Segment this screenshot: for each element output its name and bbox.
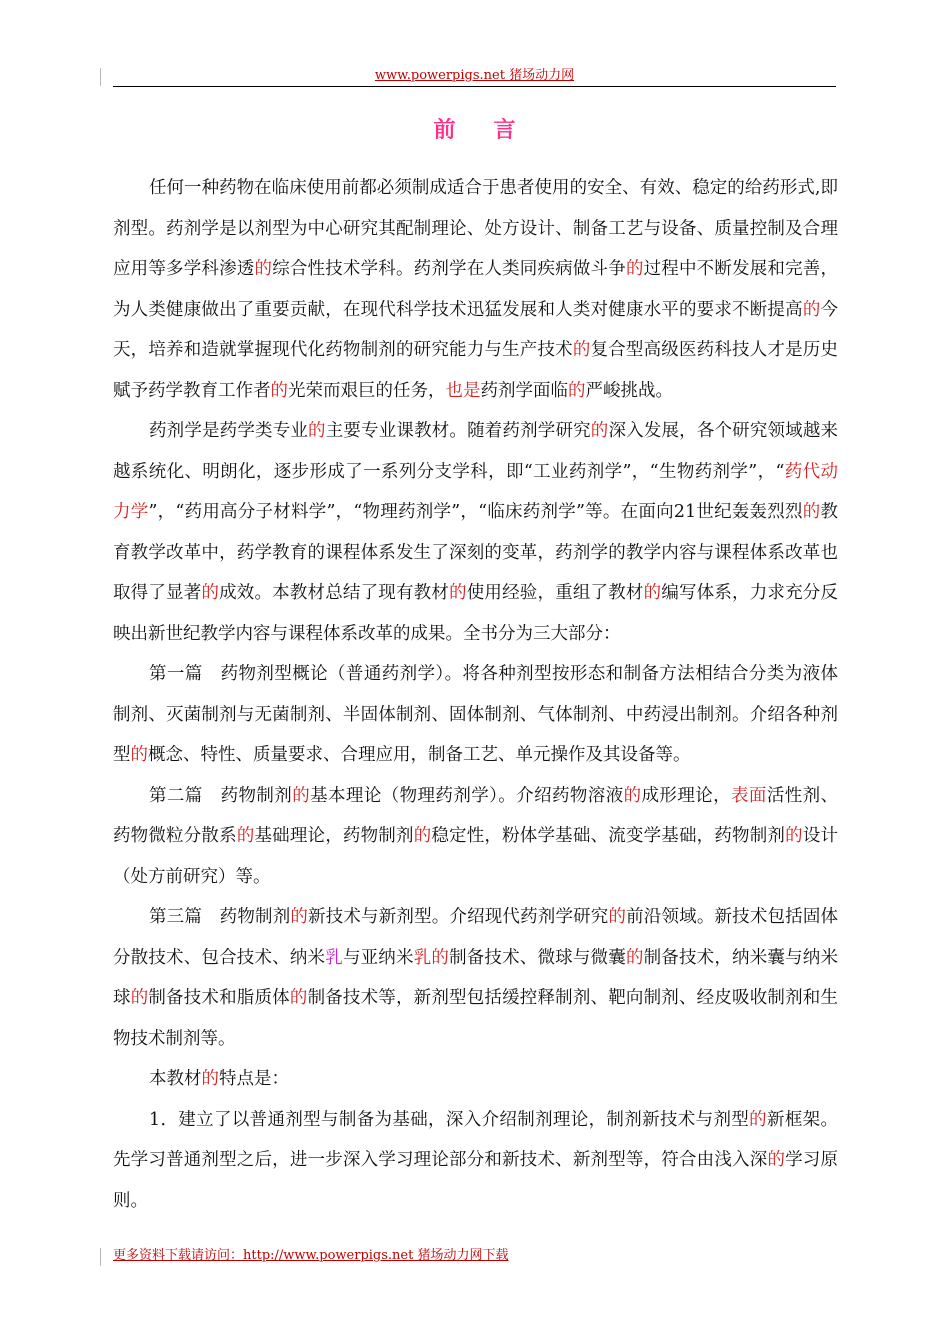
red-text-run: 的 — [130, 988, 149, 1008]
paragraph-part-three — [113, 897, 838, 1059]
red-text-run: 药代动力学 — [113, 461, 838, 522]
text-run: 成效。本教材总结了现有教材 — [219, 583, 450, 603]
red-text-run: 的 — [568, 380, 586, 401]
text-run: 第三篇 药物制剂 — [149, 907, 291, 927]
red-text-run: 的 — [625, 259, 644, 279]
red-text-run: 的 — [802, 299, 821, 320]
text-run: 药剂学面临 — [480, 380, 568, 401]
text-run: 特点是： — [219, 1069, 289, 1089]
text-run: 1．建立了以普通剂型与制备为基础，深入介绍制剂理论，制剂新技术与剂型 — [149, 1109, 750, 1130]
paragraph-intro — [113, 168, 838, 411]
red-text-run: 的 — [289, 988, 308, 1008]
red-text-run: 也是 — [445, 380, 481, 401]
text-run: 过程中不断发展和完善，为人类健康做出了重要贡献，在现代科学技术迅猛发展和人类对健康水平的要求不断提高 — [113, 259, 838, 320]
text-run: ”，“药用高分子材料学”，“物理药剂学”，“临床药剂学”等。在面向21世纪轰轰烈烈 — [148, 502, 803, 522]
text-run: 编写体系，力求充分反映出新世纪教学内容与课程体系改革的成果。全书分为三大部分： — [113, 583, 838, 644]
text-run: 与亚纳米 — [342, 947, 414, 968]
red-text-run: 的 — [749, 1109, 767, 1130]
document-body — [113, 168, 838, 1221]
paragraph-feature-1 — [113, 1100, 838, 1222]
paragraph-part-one — [113, 654, 838, 776]
text-run: 本教材 — [149, 1069, 202, 1089]
text-run: 制备技术、微球与微囊 — [449, 947, 626, 968]
paragraph-features-heading — [113, 1059, 838, 1100]
page-header — [113, 64, 836, 87]
red-text-run: 的 — [413, 826, 432, 846]
red-text-run: 的 — [292, 785, 311, 806]
text-run: 教育教学改革中，药学教育的课程体系发生了深刻的变革，药剂学的教学内容与课程体系改革也取得了显著 — [113, 502, 839, 603]
red-text-run: 的 — [130, 745, 148, 765]
page-title: 前言 — [433, 117, 554, 143]
text-run: 药剂学是药学类专业 — [149, 421, 309, 441]
crop-mark-top — [100, 68, 101, 86]
text-run: 新框架。先学习普通剂型之后，进一步深入学习理论部分和新技术、新剂型等，符合由浅入深 — [113, 1109, 838, 1170]
red-text-run: 乳的 — [413, 947, 450, 968]
paragraph-textbook — [113, 411, 838, 654]
red-text-run: 的 — [449, 583, 467, 603]
red-text-run: 的 — [623, 785, 642, 806]
text-run: 复合型高级医药科技人才是历史赋予药学教育工作者 — [113, 340, 838, 401]
text-run: 综合性技术学科。药剂学在人类同疾病做斗争 — [272, 259, 626, 279]
text-run: 制备技术等，新剂型包括缓控释制剂、靶向制剂、经皮吸收制剂和生物技术制剂等。 — [113, 988, 838, 1049]
red-text-run: 表面 — [731, 785, 767, 806]
text-run: 成形理论， — [641, 785, 732, 806]
red-text-run: 的 — [785, 826, 803, 846]
text-run: 深入发展，各个研究领域越来越系统化、明朗化，逐步形成了一系列分支学科，即“工业药剂学”，“生物药剂学”，“ — [113, 421, 839, 482]
paragraph-part-two — [113, 776, 838, 898]
text-run: 基本理论（物理药剂学）。介绍药物溶液 — [310, 785, 624, 806]
text-run: 使用经验，重组了教材 — [466, 583, 644, 603]
text-run: 严峻挑战。 — [585, 380, 673, 401]
text-run: 设计（处方前研究）等。 — [113, 826, 838, 887]
footer-link[interactable]: 更多资料下载请访问：http://www.powerpigs.net 猪场动力网下载 — [113, 1248, 509, 1263]
red-text-run: 的 — [290, 907, 309, 927]
red-text-run: 的 — [590, 421, 609, 441]
text-run: 光荣而艰巨的任务， — [288, 380, 446, 401]
red-text-run: 的 — [802, 502, 821, 522]
text-run: 制备技术和脂质体 — [148, 988, 290, 1008]
red-text-run: 的 — [201, 1069, 219, 1089]
crop-mark-bottom — [100, 1248, 101, 1266]
text-run: 前沿领域。新技术包括固体分散技术、包合技术、纳米 — [113, 907, 839, 968]
text-run: 制备技术，纳米囊与纳米球 — [113, 947, 838, 1008]
red-text-run: 的 — [270, 380, 288, 401]
pink-text-run: 乳 — [325, 947, 343, 968]
header-link[interactable]: www.powerpigs.net 猪场动力网 — [374, 68, 575, 83]
text-run: 第二篇 药物制剂 — [149, 785, 293, 806]
red-text-run: 的 — [643, 583, 662, 603]
red-text-run: 的 — [254, 259, 273, 279]
text-run: 第一篇 药物剂型概论（普通药剂学）。将各种剂型按形态和制备方法相结合分类为液体制剂、灭菌制剂与无菌制剂、半固体制剂、固体制剂、气体制剂、中药浸出制剂。介绍各种剂型 — [113, 664, 838, 765]
text-run: 基础理论，药物制剂 — [254, 826, 414, 846]
red-text-run: 的 — [201, 583, 220, 603]
text-run: 概念、特性、质量要求、合理应用，制备工艺、单元操作及其设备等。 — [148, 745, 691, 765]
text-run: 稳定性，粉体学基础、流变学基础，药物制剂 — [431, 826, 786, 846]
red-text-run: 的 — [608, 907, 627, 927]
text-run: 主要专业课教材。随着药剂学研究 — [325, 421, 591, 441]
red-text-run: 的 — [625, 947, 644, 968]
text-run: 学习原则。 — [113, 1150, 838, 1211]
red-text-run: 的 — [308, 421, 326, 441]
red-text-run: 的 — [572, 340, 591, 360]
red-text-run: 的 — [767, 1150, 786, 1170]
text-run: 活性剂、药物微粒分散系 — [113, 785, 839, 846]
text-run: 任何一种药物在临床使用前都必须制成适合于患者使用的安全、有效、稳定的给药形式,即剂型。药剂学是以剂型为中心研究其配制理论、处方设计、制备工艺与设备、质量控制及合理应用等多学科渗透 — [113, 178, 838, 279]
text-run: 新技术与新剂型。介绍现代药剂学研究 — [308, 907, 609, 927]
red-text-run: 的 — [236, 826, 255, 846]
text-run: 今天，培养和造就掌握现代化药物制剂的研究能力与生产技术 — [113, 299, 838, 360]
